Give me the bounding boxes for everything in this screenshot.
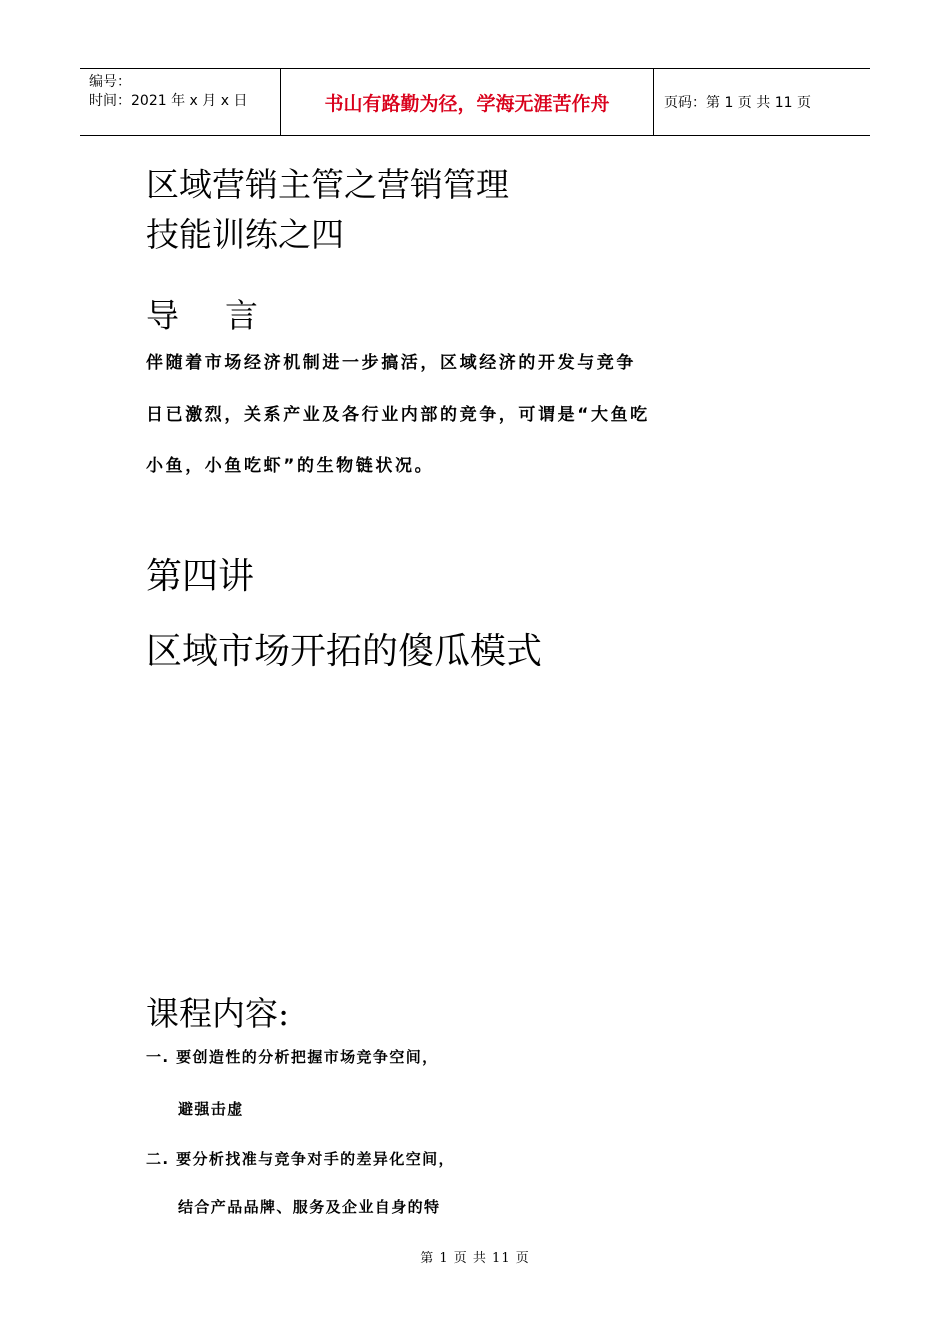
guide-heading: 导言 (146, 296, 304, 335)
document-title-line-1: 区域营销主管之营销管理 (146, 165, 509, 204)
intro-line-2: 日已激烈，关系产业及各行业内部的竞争，可谓是“大鱼吃 (146, 405, 650, 425)
header-meta-cell (80, 69, 281, 135)
document-time-label: 时间：2021 年 x 月 x 日 (89, 93, 248, 109)
lecture-number: 第四讲 (146, 556, 255, 597)
intro-line-1: 伴随着市场经济机制进一步搞活，区域经济的开发与竞争 (146, 353, 636, 373)
document-header (80, 68, 870, 136)
header-motto: 书山有路勤为径，学海无涯苦作舟 (324, 92, 610, 115)
intro-line-3: 小鱼，小鱼吃虾”的生物链状况。 (146, 456, 435, 476)
course-item-2: 二. 要分析找准与竞争对手的差异化空间， (146, 1150, 455, 1168)
lecture-title: 区域市场开拓的傻瓜模式 (146, 631, 543, 672)
course-content-heading: 课程内容: (146, 994, 290, 1033)
header-page-info: 页码：第 1 页 共 11 页 (664, 95, 811, 111)
course-item-1: 一. 要创造性的分析把握市场竞争空间， (146, 1048, 439, 1066)
header-page-cell (654, 69, 870, 135)
document-title-line-2: 技能训练之四 (146, 215, 344, 254)
page-footer: 第 1 页 共 11 页 (420, 1251, 530, 1266)
document-number-label: 编号： (89, 74, 131, 90)
course-item-2-continued: 结合产品品牌、服务及企业自身的特 (178, 1198, 441, 1216)
header-motto-cell (281, 69, 654, 135)
course-item-1-continued: 避强击虚 (178, 1100, 244, 1118)
